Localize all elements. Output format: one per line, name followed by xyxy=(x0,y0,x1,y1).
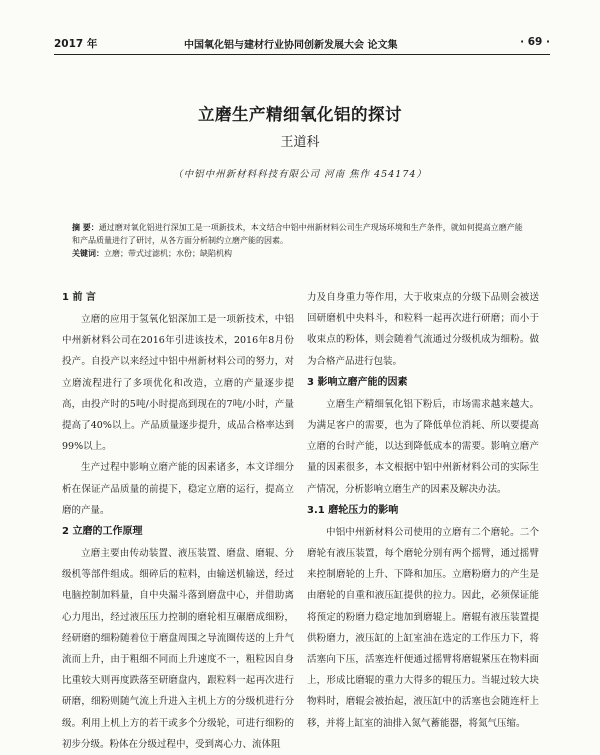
keywords-label: 关键词： xyxy=(72,249,104,258)
section-2-paragraph-1: 立磨主要由传动装置、液压装置、磨盘、磨辊、分级机等部件组成。细碎后的粒料，由输送机输送，经过电脑控制加料量，自中央漏斗落到磨盘中心，并借助离心力甩出，经过液压压力控制的磨轮相互碾磨成细粉，经研磨的细粉随着位于磨盘周围之导流圈传送的上升气流而上升，由于粗细不同而上升速度不一，粗粒因自身比重较大则再度跌落至研磨盘内，跟粒料一起再次进行研磨，细粉则随气流上升进入主机上方的分级机进行分级。利用上机上方的若干或多个分级轮，可进行细粉的初步分级。粉体在分级过程中，受到离心力、流体阻 xyxy=(62,548,294,750)
abstract-text: 通过磨对氧化铝进行深加工是一项新技术，本文结合中铝中州新材料公司生产现场环境和生产条件，就如何提高立磨产能和产品质量进行了研讨，从各方面分析制约立磨产能的因素。 xyxy=(72,223,523,245)
section-2-heading: 2 立磨的工作原理 xyxy=(62,526,143,538)
section-1-paragraph-1: 立磨的应用于氢氧化铝深加工是一项新技术，中铝中州新材料公司在2016年引进该技术，2016年8月份投产。自投产以来经过中铝中州新材料公司的努力，对立磨流程进行了多项优化和改造，立磨的产量逐步提高，由投产时的5吨/小时提高到现在的7吨/小时，产量提高了40%以上。产品质量逐步提升，成品合格率达到99%以上。 xyxy=(62,314,294,453)
running-header xyxy=(54,36,550,50)
paper-title: 立磨生产精细氧化铝的探讨 xyxy=(198,105,402,124)
left-column xyxy=(62,287,294,755)
abstract xyxy=(72,221,528,247)
author-name: 王道科 xyxy=(280,135,320,150)
section-1-heading: 1 前 言 xyxy=(62,292,96,303)
section-3-1-paragraph-1: 中铝中州新材料公司使用的立磨有二个磨轮。二个磨轮有液压装置，每个磨轮分别有两个摇臂，通过摇臂来控制磨轮的上升、下降和加压。立磨粉磨力的产生是由磨轮的自重和液压缸提供的拉力。因此，必须保证能将预定的粉磨力稳定地加到磨辊上。磨辊有液压装置提供粉磨力，液压缸的上缸室油在选定的工作压力下，将活塞向下压，活塞连杆便通过摇臂将磨辊紧压在物料面上，形成比磨辊的重力大得多的辊压力。当辊过较大块物料时，磨辊会被抬起，液压缸中的活塞也会随连杆上移，并将上缸室的油排入氮气蓄能器，将氮气压缩。 xyxy=(307,526,539,729)
keywords xyxy=(72,247,528,260)
section-1-paragraph-2: 生产过程中影响立磨产能的因素诸多，本文详细分析在保证产品质量的前提下，稳定立磨的运行，提高立磨的产量。 xyxy=(62,462,294,516)
header-page-number: · 69 · xyxy=(520,36,550,48)
section-3-1-heading: 3.1 磨轮压力的影响 xyxy=(307,504,399,516)
right-column xyxy=(307,287,539,734)
section-3-heading: 3 影响立磨产能的因素 xyxy=(307,376,408,388)
section-3-paragraph-1: 立磨生产精细氧化铝下粉后，市场需求越来越大。为满足客户的需要，也为了降低单位消耗、所以要提高立磨的台时产能，以达到降低成本的需要。影响立磨产量的因素很多，本文根据中铝中州新材料公司的实际生产情况，分析影响立磨生产的因素及解决办法。 xyxy=(307,398,539,495)
affiliation: （中铝中州新材料科技有限公司 河南 焦作 454174） xyxy=(173,169,427,180)
abstract-label: 摘 要： xyxy=(72,223,99,232)
header-year: 2017 年 xyxy=(54,38,98,50)
section-2-paragraph-1-continued: 力及自身重力等作用，大于收束点的分级下品则会被送回研磨机中央料斗，和粒料一起再次进行研磨；而小于收束点的粉体，则会随着气流通过分级机成为细粉。做为合格产品进行包装。 xyxy=(307,292,539,367)
header-rule xyxy=(54,54,550,55)
header-conference: 中国氧化铝与建材行业协同创新发展大会 论文集 xyxy=(184,40,398,51)
abstract-block xyxy=(72,221,528,260)
keywords-text: 立磨；带式过滤机；水份；缺陷机构 xyxy=(104,249,232,258)
